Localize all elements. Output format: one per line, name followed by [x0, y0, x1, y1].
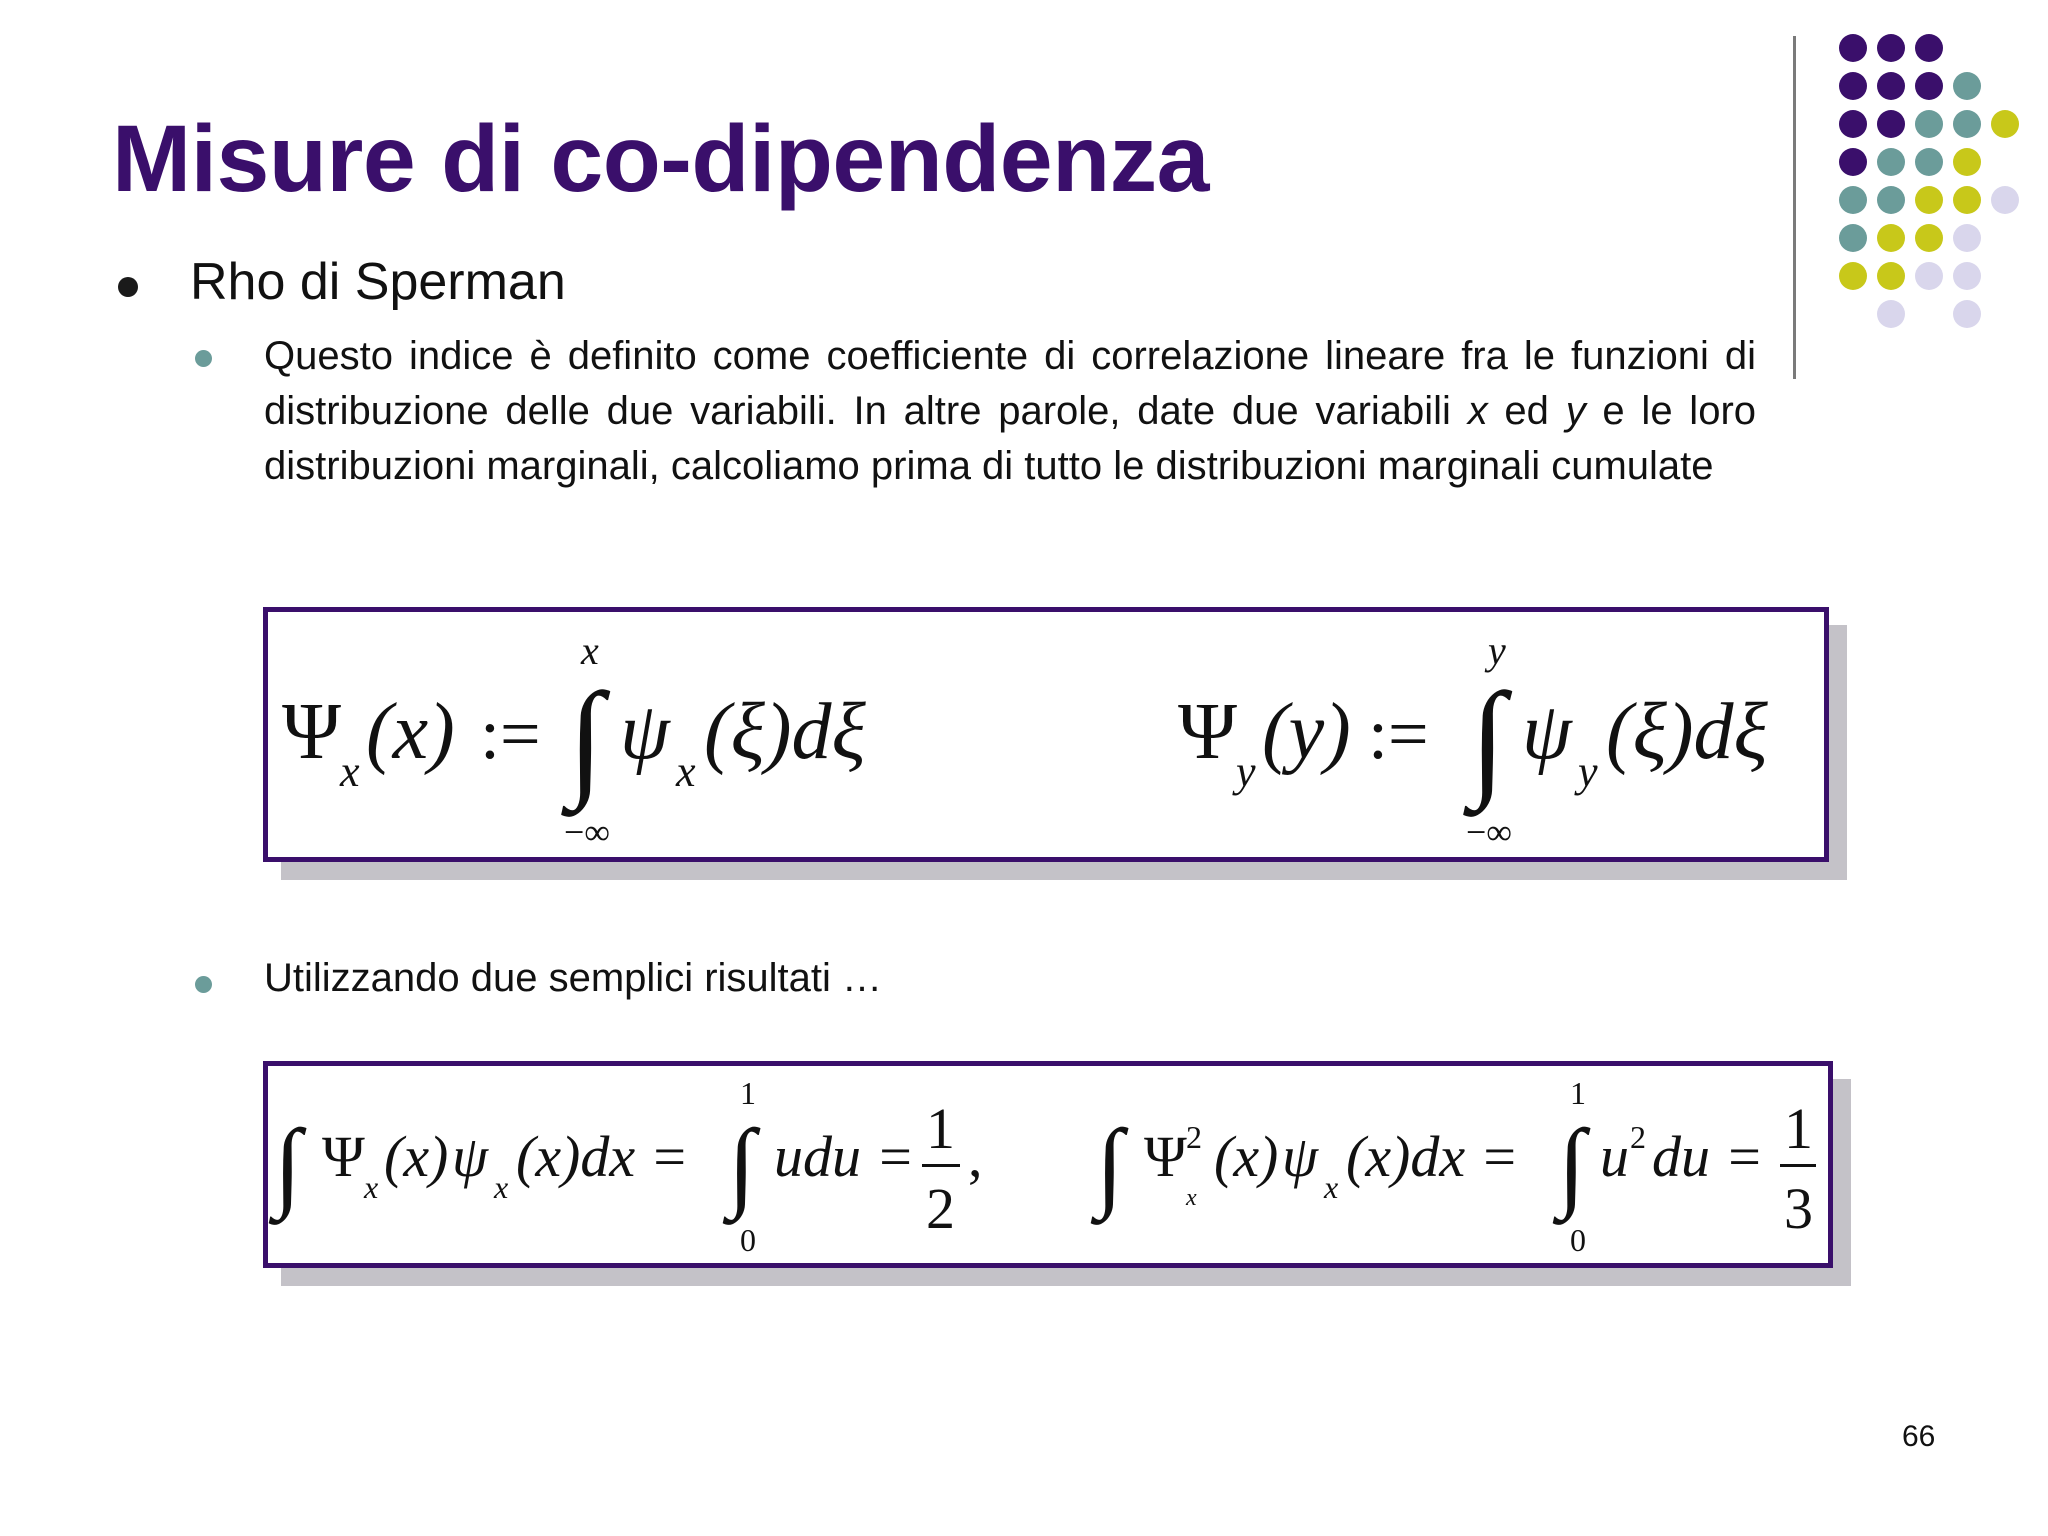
- decor-dot: [1915, 110, 1943, 138]
- math-subscript: x: [676, 747, 696, 796]
- bullet-dot: [118, 277, 138, 297]
- math-argument: (x): [1214, 1124, 1279, 1189]
- formula-2-svg: [268, 1066, 1828, 1263]
- paragraph-text: e le loro distribuzioni marginali, calcoliamo prima di tutto le distribuzioni marginali cumulate: [264, 389, 1757, 488]
- formula-box-cumulative-distributions: [263, 607, 1829, 862]
- decor-dot: [1991, 186, 2019, 214]
- math-symbol: ψ: [1282, 1124, 1319, 1189]
- math-symbol: ψ: [452, 1124, 489, 1189]
- decor-dot: [1877, 300, 1905, 328]
- bullet-rho-di-sperman: Rho di Sperman: [190, 253, 566, 311]
- decor-dot: [1877, 34, 1905, 62]
- math-symbol: ψ: [620, 688, 670, 776]
- math-subscript: y: [1236, 747, 1256, 796]
- math-integrand: udu =: [774, 1124, 915, 1189]
- paragraph-text: ed: [1487, 389, 1566, 433]
- decor-dot: [1915, 186, 1943, 214]
- integral-lower-limit: 0: [740, 1222, 756, 1258]
- decor-dot: [1991, 110, 2019, 138]
- sub-bullet-dot: [195, 350, 212, 367]
- math-superscript: 2: [1186, 1119, 1202, 1155]
- decor-dot: [1877, 262, 1905, 290]
- fraction-bar: [1780, 1164, 1816, 1167]
- math-symbol: Ψ: [322, 1124, 365, 1189]
- integral-lower-limit: 0: [1570, 1222, 1586, 1258]
- slide-title: Misure di co-dipendenza: [112, 106, 1209, 212]
- math-assign: :=: [1368, 694, 1429, 774]
- decor-dot: [1953, 72, 1981, 100]
- decor-dot: [1839, 34, 1867, 62]
- decor-dot: [1839, 186, 1867, 214]
- integral-lower-limit: −∞: [1466, 812, 1512, 852]
- math-integrand: (ξ)dξ: [704, 688, 866, 776]
- math-subscript: x: [1324, 1169, 1339, 1205]
- fraction-numerator: 1: [926, 1096, 955, 1161]
- decor-dot: [1877, 148, 1905, 176]
- decor-dot: [1953, 300, 1981, 328]
- integral-upper-limit: x: [581, 628, 599, 673]
- math-comma: ,: [968, 1124, 983, 1189]
- math-symbol: Ψ: [282, 688, 342, 776]
- decor-dot: [1839, 148, 1867, 176]
- fraction-denominator: 2: [926, 1176, 955, 1241]
- math-tail: (x)dx =: [1346, 1124, 1519, 1189]
- math-tail: (x)dx =: [516, 1124, 689, 1189]
- sub-bullet-dot: [195, 976, 212, 993]
- bullet-utilizzando: Utilizzando due semplici risultati …: [264, 956, 883, 1000]
- decor-dot: [1877, 224, 1905, 252]
- decor-dot: [1915, 148, 1943, 176]
- math-superscript: 2: [1630, 1119, 1646, 1155]
- decor-dot: [1953, 148, 1981, 176]
- fraction-denominator: 3: [1784, 1176, 1813, 1241]
- math-subscript: x: [364, 1169, 379, 1205]
- integral-upper-limit: y: [1488, 628, 1506, 673]
- integral-sign: ∫: [274, 1109, 302, 1220]
- math-subscript: y: [1578, 747, 1598, 796]
- decor-dot: [1953, 224, 1981, 252]
- integral-sign: ∫: [1470, 667, 1506, 811]
- math-assign: :=: [480, 694, 541, 774]
- formula-1-svg: [268, 612, 1824, 857]
- variable-y: y: [1565, 389, 1586, 433]
- page-number: 66: [1902, 1420, 1936, 1453]
- math-variable: u: [1600, 1124, 1629, 1189]
- vertical-divider: [1793, 36, 1796, 379]
- decor-dot: [1877, 186, 1905, 214]
- definition-paragraph: [264, 329, 1756, 494]
- math-argument: (y): [1262, 688, 1351, 776]
- decor-dot: [1877, 72, 1905, 100]
- variable-x: x: [1467, 389, 1488, 433]
- formula-box-integral-results: [263, 1061, 1833, 1268]
- decor-dot: [1915, 72, 1943, 100]
- decor-dot: [1915, 262, 1943, 290]
- fraction-bar: [922, 1164, 960, 1167]
- paragraph-text: Questo indice è definito come coefficiente di correlazione lineare fra le funzioni di distribuzione delle due variabili. In altre parole, date due variabili: [264, 334, 1756, 433]
- math-symbol: Ψ: [1178, 688, 1238, 776]
- math-subscript: x: [1186, 1185, 1197, 1211]
- decor-dot: [1839, 72, 1867, 100]
- decor-dot: [1839, 110, 1867, 138]
- math-integrand: du =: [1652, 1124, 1764, 1189]
- decor-dot: [1953, 262, 1981, 290]
- integral-sign: ∫: [728, 1109, 756, 1220]
- math-argument: (x): [366, 688, 455, 776]
- fraction-numerator: 1: [1784, 1096, 1813, 1161]
- decor-dot: [1953, 186, 1981, 214]
- decor-dot: [1877, 110, 1905, 138]
- integral-sign: ∫: [1096, 1109, 1124, 1220]
- decor-dot: [1915, 224, 1943, 252]
- integral-upper-limit: 1: [1570, 1075, 1586, 1111]
- integral-sign: ∫: [1558, 1109, 1586, 1220]
- math-symbol: Ψ: [1144, 1124, 1187, 1189]
- decor-dot: [1839, 262, 1867, 290]
- integral-lower-limit: −∞: [564, 812, 610, 852]
- decor-dot: [1915, 34, 1943, 62]
- math-subscript: x: [340, 747, 360, 796]
- math-integrand: (ξ)dξ: [1606, 688, 1768, 776]
- math-subscript: x: [494, 1169, 509, 1205]
- math-argument: (x): [384, 1124, 449, 1189]
- decor-dot: [1953, 110, 1981, 138]
- math-symbol: ψ: [1522, 688, 1572, 776]
- decor-dot: [1839, 224, 1867, 252]
- integral-upper-limit: 1: [740, 1075, 756, 1111]
- integral-sign: ∫: [568, 667, 604, 811]
